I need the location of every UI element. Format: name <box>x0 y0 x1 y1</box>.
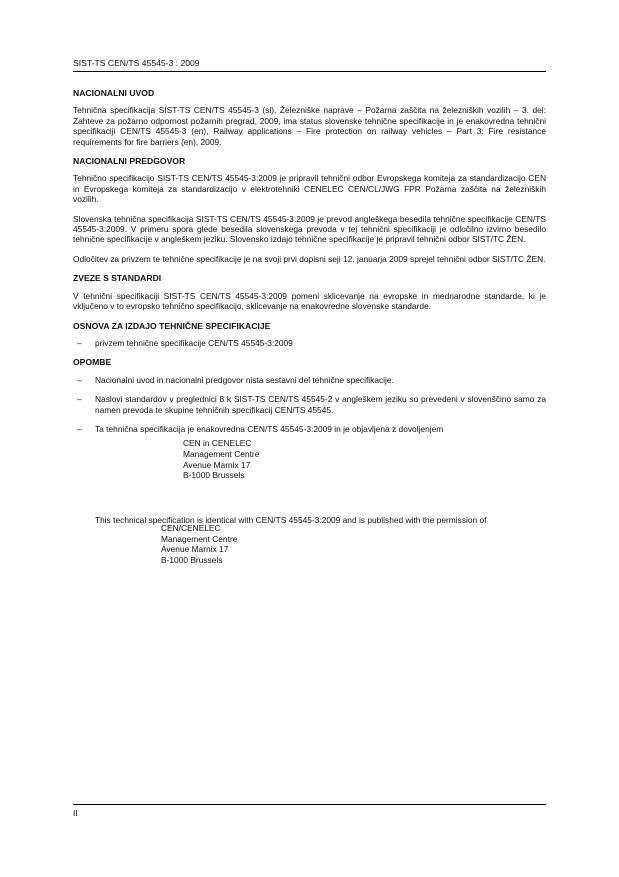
page-footer <box>73 804 546 818</box>
list-item-text: Naslovi standardov v preglednici 8 k SIST-TS CEN/TS 45545-2 v angleškem jeziku so prevedeni v slovenščino samo za namen prevoda te skupine tehničnih specifikacij CEN/TS 45545. <box>95 394 546 415</box>
dash-bullet: – <box>77 337 82 348</box>
address-block-en <box>161 523 546 565</box>
section-title: ZVEZE S STANDARDI <box>73 273 162 284</box>
address-line: CEN in CENELEC <box>183 438 252 449</box>
address-line: CEN/CENELEC <box>161 523 221 534</box>
section-title: NACIONALNI PREDGOVOR <box>73 156 186 167</box>
page-header <box>73 58 546 72</box>
address-line: Management Centre <box>161 533 238 544</box>
document-body <box>73 88 546 570</box>
address-line: Management Centre <box>183 448 260 459</box>
dash-bullet: – <box>77 394 82 405</box>
paragraph: Odločitev za privzem te tehnične specifikacije je na svoji prvi dopisni seji 12. januarja 2009 sprejel tehnični odbor SIST/TC ŽEN. <box>73 253 546 264</box>
address-line: B-1000 Brussels <box>183 470 245 481</box>
section-nacionalni-predgovor <box>73 156 546 264</box>
list-item <box>73 338 546 348</box>
list-item-text: privzem tehnične specifikacije CEN/TS 45545-3:2009 <box>95 337 293 348</box>
dash-bullet: – <box>77 374 82 385</box>
section-osnova <box>73 321 546 349</box>
paragraph: Slovenska tehnična specifikacija SIST-TS CEN/TS 45545-3:2009 je prevod angleškega besedila tehnične specifikacije CEN/TS 45545-3:2009. V primeru spora glede besedila slovenskega prevoda v tej tehnični specifikaciji je odločilno izvirno besedilo tehnične specifikacije v angleškem jeziku. Slovensko izdajo tehnične specifikacije je pripravil tehnični odbor SIST/TC ŽEN. <box>73 213 546 245</box>
address-block-sl <box>183 438 546 480</box>
document-id: SIST-TS CEN/TS 45545-3 : 2009 <box>73 58 200 68</box>
list-item <box>73 394 546 415</box>
dash-bullet: – <box>77 423 82 434</box>
list-item <box>73 375 546 385</box>
section-title: OSNOVA ZA IZDAJO TEHNIČNE SPECIFIKACIJE <box>73 320 271 331</box>
list-item-text: Ta tehnična specifikacija je enakovredna CEN/TS 45545-3:2009 in je objavljena z dovoljenjem <box>95 423 444 434</box>
section-nacionalni-uvod <box>73 88 546 147</box>
section-title: NACIONALNI UVOD <box>73 88 155 98</box>
address-line: Avenue Marnix 17 <box>183 459 251 470</box>
list-item <box>73 424 546 481</box>
section-zveze-s-standardi <box>73 273 546 311</box>
paragraph: Tehnično specifikacijo SIST-TS CEN/TS 45545-3:2009 je pripravil tehnični odbor Evropskega komiteja za standardizacijo CEN in Evropskega komiteja za standardizacijo v elektrotehniki CENELEC CEN/CL/JWG FPR Požarna zaščita na železniških vozilih. <box>73 173 546 205</box>
address-line: Avenue Marnix 17 <box>161 544 229 555</box>
address-line: B-1000 Brussels <box>161 554 223 565</box>
section-title: OPOMBE <box>73 357 112 368</box>
paragraph: V tehnični specifikaciji SIST-TS CEN/TS 45545-3:2009 pomeni sklicevanje na evropske in mednarodne standarde, ki je vključeno v to evropsko tehnično specifikacijo, sklicevanje na enakovredne slovenske standarde. <box>73 290 546 312</box>
page-number: II <box>73 808 78 818</box>
list-item-text: Nacionalni uvod in nacionalni predgovor nista sestavni del tehnične specifikacije. <box>95 374 394 385</box>
paragraph: Tehnična specifikacija SIST-TS CEN/TS 45545-3 (sl), Železniške naprave – Požarna zaščita na železniških vozilih – 3. del: Zahteve za požarno odpornost požarnih pregrad, 2009, ima status slovenske tehnične specifikacije in je enakovredna tehnični specifikaciji CEN/TS 45545-3 (en), Railway applications – Fire protection on railway vehicles – Part 3: Fire resistance requirements for fire barriers (en), 2009. <box>73 105 546 147</box>
section-opombe <box>73 357 546 565</box>
english-note: This technical specification is identical with CEN/TS 45545-3:2009 and is published with the permission of <box>95 514 487 525</box>
